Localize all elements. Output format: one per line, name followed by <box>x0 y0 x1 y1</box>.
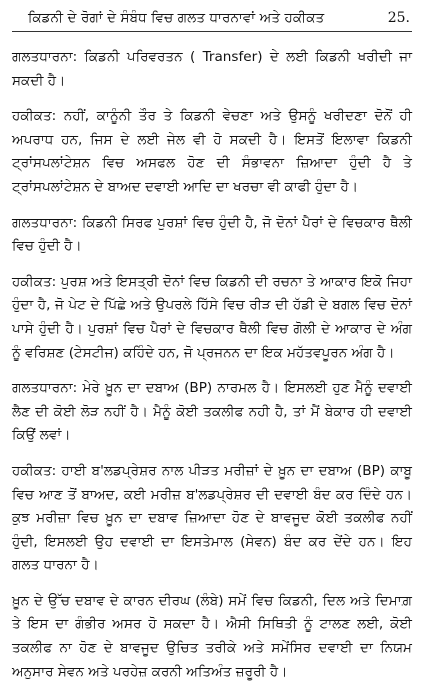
chapter-title: ਕਿਡਨੀ ਦੇ ਰੋਗਾਂ ਦੇ ਸੰਬੰਧ ਵਿਚ ਗਲਤ ਧਾਰਨਾਵਾਂ ਅਤੇ ਹਕੀਕਤ <box>28 10 325 26</box>
fact-label: ਹਕੀਕਤ: <box>12 273 57 290</box>
running-header <box>12 10 412 32</box>
fact-label: ਹਕੀਕਤ: <box>12 462 57 479</box>
myth-text: ਮੇਰੇ ਖ਼ੂਨ ਦਾ ਦਬਾਅ (BP) ਨਾਰਮਲ ਹੈ। ਇਸਲਈ ਹੁਣ ਮੈਨੂੰ ਦਵਾਈ ਲੈਣ ਦੀ ਕੋਈ ਲੋੜ ਨਹੀਂ ਹੈ। ਮੈਨੂੰ ਕੋਈ ਤਕਲੀਫ ਨਹੀ ਹੈ, ਤਾਂ ਮੈਂ ਬੇਕਾਰ ਹੀ ਦਵਾਈ ਕਿਉਂ ਲਵਾਂ। <box>12 380 412 444</box>
fact-paragraph <box>12 105 412 199</box>
myth-paragraph <box>12 377 412 448</box>
fact-text: ਪੁਰਸ਼ ਅਤੇ ਇਸਤ੍ਰੀ ਦੋਨਾਂ ਵਿਚ ਕਿਡਨੀ ਦੀ ਰਚਨਾ ਤੇ ਆਕਾਰ ਇਕੋ ਜਿਹਾ ਹੁੰਦਾ ਹੈ, ਜੋ ਪੇਟ ਦੇ ਪਿੱਛੇ ਅਤੇ ਉਪਰਲੇ ਹਿੱਸੇ ਵਿਚ ਰੀੜ ਦੀ ਹੱਡੀ ਦੇ ਬਗਲ ਵਿਚ ਦੋਨਾਂ ਪਾਸੇ ਹੁੰਦੀ ਹੈ। ਪੁਰਸ਼ਾਂ ਵਿਚ ਪੈਰਾਂ ਦੇ ਵਿਚਕਾਰ ਥੈਲੀ ਵਿਚ ਗੋਲੀ ਦੇ ਆਕਾਰ ਦੇ ਅੰਗ ਨੂੰ ਵਰਿਸ਼ਣ (ਟੇਸਟੀਜ) ਕਹਿੰਦੇ ਹਨ, ਜੋ ਪ੍ਰਜਨਨ ਦਾ ਇਕ ਮਹੱਤਵਪੂਰਨ ਅੰਗ ਹੈ। <box>12 273 413 361</box>
myth-label: ਗਲਤਧਾਰਨਾ: <box>12 380 78 397</box>
myth-text: ਕਿਡਨੀ ਪਰਿਵਰਤਨ ( Transfer) ਦੇ ਲਈ ਕਿਡਨੀ ਖਰੀਦੀ ਜਾ ਸਕਦੀ ਹੈ। <box>12 49 412 89</box>
page-number: 25. <box>387 10 410 26</box>
myth-label: ਗਲਤਧਾਰਨਾ: <box>12 49 78 65</box>
fact-text: ਨਹੀਂ, ਕਾਨੂੰਨੀ ਤੌਰ ਤੇ ਕਿਡਨੀ ਵੇਚਣਾ ਅਤੇ ਉਸਨੂੰ ਖਰੀਦਣਾ ਦੋਨੋਂ ਹੀ ਅਪਰਾਧ ਹਨ, ਜਿਸ ਦੇ ਲਈ ਜੇਲ ਵੀ ਹੋ ਸਕਦੀ ਹੈ। ਇਸਤੋਂ ਇਲਾਵਾ ਕਿਡਨੀ ਟ੍ਰਾਂਸਪਲਾਂਟੇਸ਼ਨ ਵਿਚ ਅਸਫਲ ਹੋਣ ਦੀ ਸੰਭਾਵਨਾ ਜ਼ਿਆਦਾ ਹੁੰਦੀ ਹੈ ਤੇ ਟ੍ਰਾਂਸਪਲਾਂਟੇਸ਼ਨ ਦੇ ਬਾਅਦ ਦਵਾਈ ਆਦਿ ਦਾ ਖਰਚਾ ਵੀ ਕਾਫੀ ਹੁੰਦਾ ਹੈ। <box>12 108 412 195</box>
body-paragraph <box>12 590 412 684</box>
myth-paragraph <box>12 212 412 259</box>
paragraph-text: ਖ਼ੂਨ ਦੇ ਉੱਚ ਦਬਾਵ ਦੇ ਕਾਰਨ ਦੀਰਘ (ਲੰਬੇ) ਸਮੇਂ ਵਿਚ ਕਿਡਨੀ, ਦਿਲ ਅਤੇ ਦਿਮਾਗ਼ ਤੇ ਇਸ ਦਾ ਗੰਭੀਰ ਅਸਰ ਹੋ ਸਕਦਾ ਹੈ। ਐਸੀ ਸਿਥਿਤੀ ਨੂੰ ਟਾਲਣ ਲਈ, ਕੋਈ ਤਕਲੀਫ ਨਾ ਹੋਣ ਦੇ ਬਾਵਜੂਦ ਉਚਿਤ ਤਰੀਕੇ ਅਤੇ ਸਮੇਂਸਿਰ ਦਵਾਈ ਦਾ ਨਿਯਮ ਅਨੁਸਾਰ ਸੇਵਨ ਅਤੇ ਪਰਹੇਜ਼ ਕਰਨੀ ਅਤਿਅੰਤ ਜ਼ਰੂਰੀ ਹੈ। <box>12 592 412 680</box>
myth-paragraph <box>12 46 412 93</box>
fact-label: ਹਕੀਕਤ: <box>12 108 57 125</box>
fact-text: ਹਾਈ ਬ'ਲਡਪ੍ਰੇਸ਼ਰ ਨਾਲ ਪੀੜਤ ਮਰੀਜ਼ਾਂ ਦੇ ਖ਼ੂਨ ਦਾ ਦਬਾਅ (BP) ਕਾਬੂ ਵਿਚ ਆਣ ਤੋਂ ਬਾਅਦ, ਕਈ ਮਰੀਜ਼ ਬ'ਲਡਪ੍ਰੇਸ਼ਰ ਦੀ ਦਵਾਈ ਬੰਦ ਕਰ ਦਿੰਦੇ ਹਨ।ਕੁਝ ਮਰੀਜ਼ਾ ਵਿਚ ਖ਼ੂਨ ਦਾ ਦਬਾਵ ਜ਼ਿਆਦਾ ਹੋਣ ਦੇ ਬਾਵਜੂਦ ਕੋਈ ਤਕਲੀਫ ਨਹੀਂ ਹੁੰਦੀ, ਇਸਲਈ ਉਹ ਦਵਾਈ ਦਾ ਇਸਤੇਮਾਲ (ਸੇਵਨ) ਬੰਦ ਕਰ ਦੇਂਦੇ ਹਨ। ਇਹ ਗਲਤ ਧਾਰਨਾ ਹੈ। <box>12 462 412 574</box>
fact-paragraph <box>12 271 412 365</box>
fact-paragraph <box>12 460 412 578</box>
myth-label: ਗਲਤਧਾਰਨਾ: <box>12 214 78 231</box>
myth-text: ਕਿਡਨੀ ਸਿਰਫ ਪੁਰਸ਼ਾਂ ਵਿਚ ਹੁੰਦੀ ਹੈ, ਜੋ ਦੋਨਾਂ ਪੈਰਾਂ ਦੇ ਵਿਚਕਾਰ ਥੈਲੀ ਵਿਚ ਹੁੰਦੀ ਹੈ। <box>12 214 412 255</box>
